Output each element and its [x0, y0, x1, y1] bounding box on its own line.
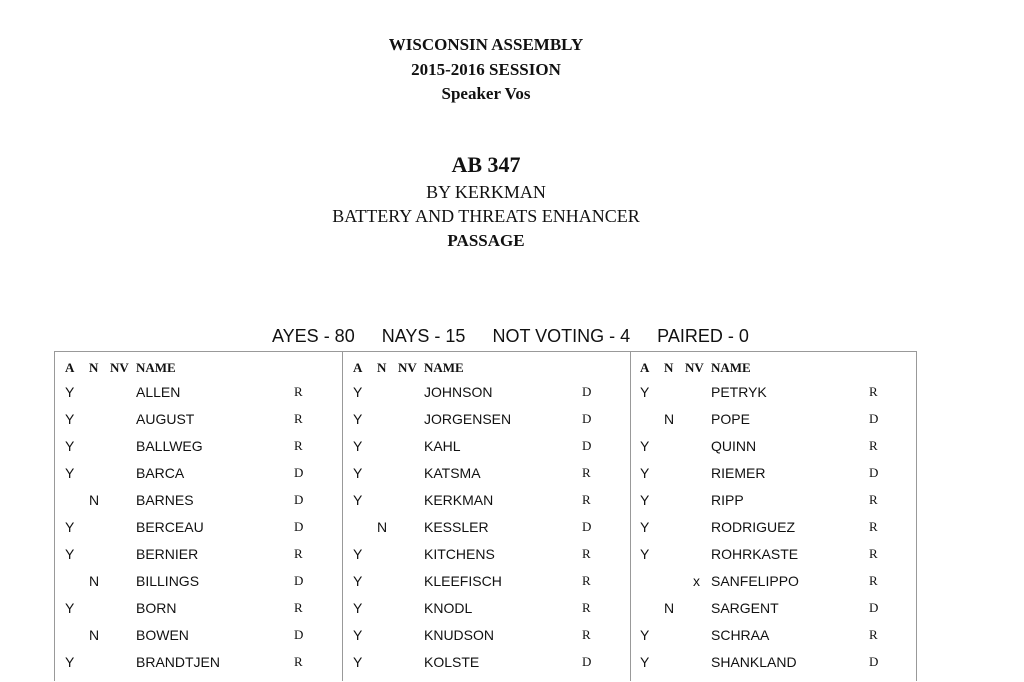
member-party: R [582, 627, 591, 642]
table-row [55, 438, 342, 460]
table-row [55, 519, 342, 541]
header-name: NAME [136, 360, 176, 375]
member-party: R [869, 438, 878, 453]
member-name: KNODL [424, 600, 473, 616]
header-not-voting: NV [110, 360, 129, 375]
aye-mark: Y [640, 465, 650, 481]
table-row [55, 384, 342, 406]
member-party: R [869, 573, 878, 588]
table-row [343, 654, 630, 676]
aye-mark: Y [353, 573, 363, 589]
header-not-voting: NV [685, 360, 704, 375]
aye-mark: Y [353, 600, 363, 616]
member-party: D [294, 519, 304, 534]
member-name: KITCHENS [424, 546, 495, 562]
aye-mark: Y [65, 465, 75, 481]
nay-mark: N [89, 573, 100, 589]
aye-mark: Y [353, 465, 363, 481]
aye-mark: Y [640, 546, 650, 562]
member-party: D [582, 438, 592, 453]
member-party: D [582, 411, 592, 426]
member-name: JORGENSEN [424, 411, 512, 427]
member-name: QUINN [711, 438, 757, 454]
column-header [631, 360, 917, 376]
session-heading: 2015-2016 SESSION [411, 60, 561, 79]
table-row [631, 519, 917, 541]
member-name: BILLINGS [136, 573, 200, 589]
table-row [631, 465, 917, 487]
table-row [343, 438, 630, 460]
aye-mark: Y [353, 411, 363, 427]
nay-mark: N [664, 411, 675, 427]
vote-motion: PASSAGE [447, 231, 525, 250]
member-party: R [582, 573, 591, 588]
member-party: R [582, 465, 591, 480]
member-party: D [869, 465, 879, 480]
table-row [55, 600, 342, 622]
table-row [631, 600, 917, 622]
member-name: RODRIGUEZ [711, 519, 795, 535]
member-name: ALLEN [136, 384, 181, 400]
header-name: NAME [711, 360, 751, 375]
column-header [343, 360, 630, 376]
member-name: RIPP [711, 492, 744, 508]
roll-call-column-1 [55, 352, 342, 682]
member-party: R [294, 384, 303, 399]
aye-mark: Y [65, 411, 75, 427]
aye-mark: Y [65, 546, 75, 562]
header-aye: A [640, 360, 650, 375]
table-row [55, 546, 342, 568]
member-name: SARGENT [711, 600, 779, 616]
header-aye: A [353, 360, 363, 375]
member-party: R [582, 492, 591, 507]
table-row [343, 573, 630, 595]
table-row [343, 384, 630, 406]
aye-mark: Y [353, 492, 363, 508]
member-party: D [869, 600, 879, 615]
aye-mark: Y [65, 654, 75, 670]
aye-mark: Y [353, 654, 363, 670]
member-name: KLEEFISCH [424, 573, 502, 589]
table-row [55, 465, 342, 487]
member-party: R [294, 600, 303, 615]
member-party: R [869, 384, 878, 399]
not-voting-mark: x [693, 573, 700, 589]
table-row [343, 600, 630, 622]
member-name: SANFELIPPO [711, 573, 799, 589]
table-row [343, 465, 630, 487]
member-name: SCHRAA [711, 627, 770, 643]
aye-mark: Y [640, 519, 650, 535]
aye-mark: Y [640, 627, 650, 643]
table-row [631, 438, 917, 460]
aye-mark: Y [353, 546, 363, 562]
member-name: BORN [136, 600, 177, 616]
header-aye: A [65, 360, 75, 375]
member-name: POPE [711, 411, 750, 427]
member-name: BALLWEG [136, 438, 203, 454]
table-row [631, 384, 917, 406]
header-nay: N [664, 360, 674, 375]
member-party: R [294, 654, 303, 669]
aye-mark: Y [353, 438, 363, 454]
assembly-heading: WISCONSIN ASSEMBLY [388, 35, 584, 54]
member-party: D [869, 654, 879, 669]
nay-mark: N [377, 519, 388, 535]
header-name: NAME [424, 360, 464, 375]
table-row [343, 546, 630, 568]
nays-count: NAYS - 15 [381, 326, 466, 346]
member-name: KATSMA [424, 465, 481, 481]
bill-author: BY KERKMAN [426, 182, 546, 202]
member-party: D [294, 465, 304, 480]
ayes-count: AYES - 80 [272, 326, 355, 346]
header-nay: N [377, 360, 387, 375]
member-party: D [582, 519, 592, 534]
table-row [55, 654, 342, 676]
member-party: D [294, 492, 304, 507]
member-name: BERNIER [136, 546, 199, 562]
member-party: R [869, 492, 878, 507]
table-row [55, 492, 342, 514]
member-name: JOHNSON [424, 384, 493, 400]
member-party: R [869, 519, 878, 534]
member-name: KNUDSON [424, 627, 495, 643]
table-row [55, 627, 342, 649]
aye-mark: Y [640, 438, 650, 454]
member-name: SHANKLAND [711, 654, 797, 670]
vote-tally [272, 326, 771, 347]
aye-mark: Y [65, 600, 75, 616]
paired-count: PAIRED - 0 [657, 326, 749, 346]
bill-number: AB 347 [451, 152, 521, 177]
roll-call-table [54, 351, 917, 681]
table-row [631, 654, 917, 676]
table-row [631, 546, 917, 568]
nay-mark: N [664, 600, 675, 616]
aye-mark: Y [640, 654, 650, 670]
table-row [631, 411, 917, 433]
table-row [55, 411, 342, 433]
table-row [631, 627, 917, 649]
not-voting-count: NOT VOTING - 4 [492, 326, 631, 346]
member-party: R [869, 546, 878, 561]
member-name: BARCA [136, 465, 185, 481]
aye-mark: Y [353, 384, 363, 400]
member-name: KERKMAN [424, 492, 494, 508]
member-name: PETRYK [711, 384, 767, 400]
aye-mark: Y [65, 519, 75, 535]
member-name: BRANDTJEN [136, 654, 221, 670]
table-row [343, 411, 630, 433]
member-party: R [582, 600, 591, 615]
member-party: R [294, 546, 303, 561]
member-name: BARNES [136, 492, 194, 508]
table-row [343, 519, 630, 541]
aye-mark: Y [65, 438, 75, 454]
member-name: KAHL [424, 438, 461, 454]
table-row [343, 492, 630, 514]
aye-mark: Y [640, 384, 650, 400]
member-party: D [294, 573, 304, 588]
nay-mark: N [89, 627, 100, 643]
member-party: R [582, 546, 591, 561]
roll-call-column-3 [631, 352, 917, 682]
speaker-heading: Speaker Vos [441, 84, 531, 103]
table-row [343, 627, 630, 649]
member-name: KOLSTE [424, 654, 480, 670]
member-name: AUGUST [136, 411, 195, 427]
aye-mark: Y [640, 492, 650, 508]
member-name: KESSLER [424, 519, 489, 535]
member-party: D [869, 411, 879, 426]
roll-call-column-2 [343, 352, 630, 682]
bill-title: BATTERY AND THREATS ENHANCER [332, 206, 640, 226]
member-party: D [294, 627, 304, 642]
header-not-voting: NV [398, 360, 417, 375]
member-party: R [294, 411, 303, 426]
member-name: BOWEN [136, 627, 189, 643]
aye-mark: Y [65, 384, 75, 400]
member-party: R [869, 627, 878, 642]
aye-mark: Y [353, 627, 363, 643]
header-nay: N [89, 360, 99, 375]
member-name: RIEMER [711, 465, 766, 481]
member-party: R [294, 438, 303, 453]
member-party: D [582, 384, 592, 399]
table-row [631, 573, 917, 595]
member-party: D [582, 654, 592, 669]
nay-mark: N [89, 492, 100, 508]
member-name: ROHRKASTE [711, 546, 799, 562]
column-header [55, 360, 342, 376]
member-name: BERCEAU [136, 519, 204, 535]
table-row [631, 492, 917, 514]
table-row [55, 573, 342, 595]
